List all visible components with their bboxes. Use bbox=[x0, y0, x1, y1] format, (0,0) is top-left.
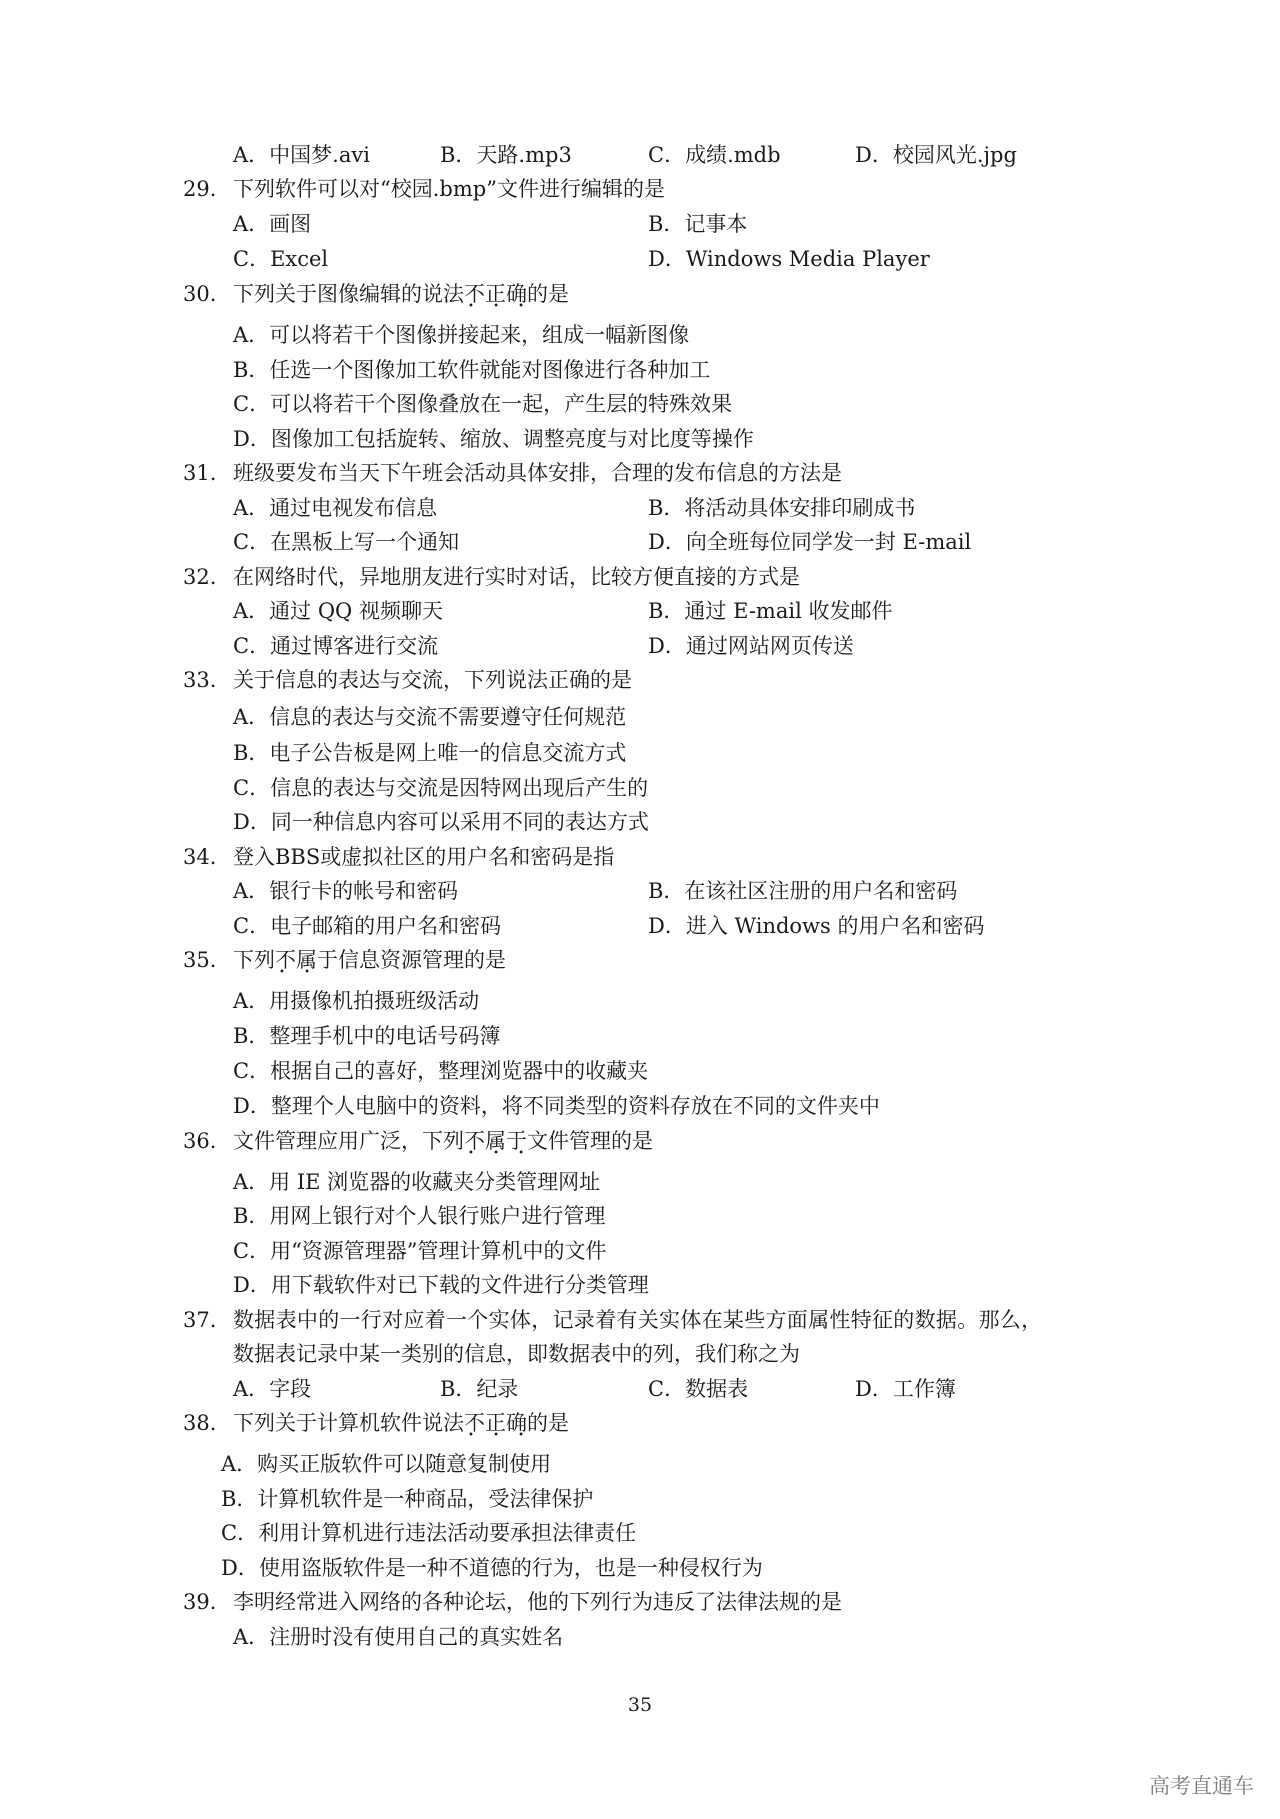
option-b: B．将活动具体安排印刷成书 bbox=[648, 496, 916, 520]
option-c: C．利用计算机进行违法活动要承担法律责任 bbox=[221, 1521, 637, 1545]
option-b: B．用网上银行对个人银行账户进行管理 bbox=[233, 1204, 606, 1228]
option-d: D．整理个人电脑中的资料，将不同类型的资料存放在不同的文件夹中 bbox=[233, 1094, 880, 1118]
option-c: C．成绩.mdb bbox=[648, 143, 781, 167]
question-number: 33. bbox=[183, 668, 217, 692]
option-b: B．天路.mp3 bbox=[440, 143, 572, 167]
option-a: A．通过 QQ 视频聊天 bbox=[233, 599, 443, 623]
option-d: D．使用盗版软件是一种不道德的行为，也是一种侵权行为 bbox=[221, 1556, 763, 1580]
question-number: 34. bbox=[183, 845, 217, 869]
option-a: A．信息的表达与交流不需要遵守任何规范 bbox=[233, 705, 627, 729]
question-text: 在网络时代，异地朋友进行实时对话，比较方便直接的方式是 bbox=[233, 565, 800, 589]
option-c: C．可以将若干个图像叠放在一起，产生层的特殊效果 bbox=[233, 392, 733, 416]
question-text-post: 文件管理的是 bbox=[527, 1129, 653, 1153]
question-number: 29. bbox=[183, 177, 217, 201]
option-a: A．可以将若干个图像拼接起来，组成一幅新图像 bbox=[233, 323, 690, 347]
question-text-pre: 下列关于图像编辑的说法 bbox=[233, 282, 464, 306]
question-text bbox=[233, 943, 506, 977]
option-a: A．中国梦.avi bbox=[233, 143, 370, 167]
question-text: 登入BBS或虚拟社区的用户名和密码是指 bbox=[233, 845, 615, 869]
option-b: B．在该社区注册的用户名和密码 bbox=[648, 879, 958, 903]
question-text-pre: 下列 bbox=[233, 948, 275, 972]
question-text: 李明经常进入网络的各种论坛，他的下列行为违反了法律法规的是 bbox=[233, 1590, 842, 1614]
option-d: D．工作簿 bbox=[855, 1377, 956, 1401]
option-b: B．通过 E-mail 收发邮件 bbox=[648, 599, 893, 623]
option-a: A．用 IE 浏览器的收藏夹分类管理网址 bbox=[233, 1170, 601, 1194]
option-d: D．校园风光.jpg bbox=[855, 143, 1017, 167]
question-text-pre: 下列关于计算机软件说法 bbox=[233, 1411, 464, 1435]
option-b: B．整理手机中的电话号码簿 bbox=[233, 1024, 501, 1048]
question-number: 38. bbox=[183, 1411, 217, 1435]
question-number: 30. bbox=[183, 282, 217, 306]
question-text-post: 的是 bbox=[527, 1411, 569, 1435]
question-text: 数据表中的一行对应着一个实体，记录着有关实体在某些方面属性特征的数据。那么， bbox=[233, 1308, 1043, 1332]
option-d: D．同一种信息内容可以采用不同的表达方式 bbox=[233, 810, 649, 834]
emphasis-text: 不正确 • • • bbox=[464, 1411, 527, 1435]
option-d: D．用下载软件对已下载的文件进行分类管理 bbox=[233, 1273, 649, 1297]
question-text bbox=[233, 1406, 569, 1440]
question-number: 31. bbox=[183, 461, 217, 485]
option-c: C．在黑板上写一个通知 bbox=[233, 530, 460, 554]
question-text: 关于信息的表达与交流，下列说法正确的是 bbox=[233, 668, 632, 692]
emphasis-text: 不正确 • • • bbox=[464, 282, 527, 306]
question-text-pre: 文件管理应用广泛，下列 bbox=[233, 1129, 464, 1153]
option-d: D．图像加工包括旋转、缩放、调整亮度与对比度等操作 bbox=[233, 427, 754, 451]
option-c: C．Excel bbox=[233, 247, 329, 271]
option-c: C．电子邮箱的用户名和密码 bbox=[233, 914, 502, 938]
option-b: B．计算机软件是一种商品，受法律保护 bbox=[221, 1487, 594, 1511]
option-b: B．记事本 bbox=[648, 212, 748, 236]
question-text-post: 于信息资源管理的是 bbox=[317, 948, 506, 972]
emphasis-text: 不属于 • • • bbox=[464, 1129, 527, 1153]
option-a: A．通过电视发布信息 bbox=[233, 496, 438, 520]
emphasis-text: 不属 • • bbox=[275, 948, 317, 972]
question-number: 35. bbox=[183, 948, 217, 972]
question-text bbox=[233, 1124, 653, 1158]
option-d: D．向全班每位同学发一封 E-mail bbox=[648, 530, 972, 554]
option-b: B．电子公告板是网上唯一的信息交流方式 bbox=[233, 741, 627, 765]
question-text: 班级要发布当天下午班会活动具体安排，合理的发布信息的方法是 bbox=[233, 461, 842, 485]
question-text-post: 的是 bbox=[527, 282, 569, 306]
option-a: A．画图 bbox=[233, 212, 312, 236]
option-a: A．用摄像机拍摄班级活动 bbox=[233, 989, 480, 1013]
watermark: 高考直通车 bbox=[1149, 1774, 1254, 1798]
option-c: C．数据表 bbox=[648, 1377, 749, 1401]
option-d: D．进入 Windows 的用户名和密码 bbox=[648, 914, 985, 938]
option-c: C．用“资源管理器”管理计算机中的文件 bbox=[233, 1239, 607, 1263]
option-b: B．任选一个图像加工软件就能对图像进行各种加工 bbox=[233, 358, 711, 382]
question-text: 下列软件可以对“校园.bmp”文件进行编辑的是 bbox=[233, 177, 665, 201]
option-c: C．信息的表达与交流是因特网出现后产生的 bbox=[233, 776, 649, 800]
question-number: 32. bbox=[183, 565, 217, 589]
option-d: D．Windows Media Player bbox=[648, 247, 930, 271]
question-number: 39. bbox=[183, 1590, 217, 1614]
option-a: A．银行卡的帐号和密码 bbox=[233, 879, 459, 903]
option-c: C．通过博客进行交流 bbox=[233, 634, 439, 658]
option-c: C．根据自己的喜好，整理浏览器中的收藏夹 bbox=[233, 1059, 649, 1083]
question-text: 数据表记录中某一类别的信息，即数据表中的列，我们称之为 bbox=[233, 1342, 800, 1366]
option-d: D．通过网站网页传送 bbox=[648, 634, 854, 658]
option-b: B．纪录 bbox=[440, 1377, 519, 1401]
question-number: 36. bbox=[183, 1129, 217, 1153]
page-number: 35 bbox=[627, 1694, 653, 1716]
option-a: A．注册时没有使用自己的真实姓名 bbox=[233, 1625, 564, 1649]
question-number: 37. bbox=[183, 1308, 217, 1332]
option-a: A．购买正版软件可以随意复制使用 bbox=[221, 1452, 552, 1476]
option-a: A．字段 bbox=[233, 1377, 312, 1401]
question-text bbox=[233, 277, 569, 311]
